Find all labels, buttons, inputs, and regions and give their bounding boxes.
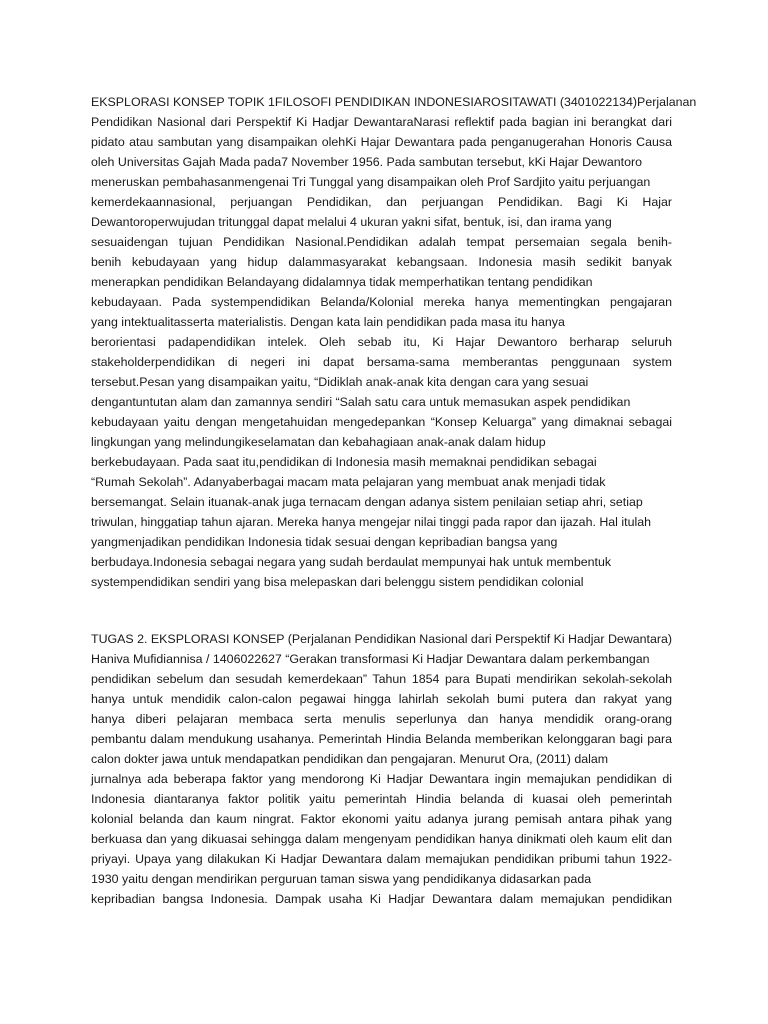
text-line: 1930 yaitu dengan mendirikan perguruan taman siswa yang pendidikanya didasarkan pada <box>91 872 592 886</box>
text-line: stakeholderpendidikan di negeri ini dapat bersama-sama memberantas penggunaan system <box>91 355 672 369</box>
text-line: pendidikan sebelum dan sesudah kemerdekaan” Tahun 1854 para Bupati mendirikan sekolah-sekolah <box>91 672 672 686</box>
text-line: kolonial belanda dan kaum ningrat. Faktor ekonomi yaitu adanya jurang pemisah antara pihak yang <box>91 812 672 826</box>
text-line: pidato atau sambutan yang disampaikan olehKi Hajar Dewantara pada penganugerahan Honoris Causa <box>91 135 672 149</box>
text-line: TUGAS 2. EKSPLORASI KONSEP (Perjalanan Pendidikan Nasional dari Perspektif Ki Hadjar Dewantara) <box>91 632 673 646</box>
text-line: “Rumah Sekolah”. Adanyaberbagai macam mata pelajaran yang membuat anak menjadi tidak <box>91 475 606 489</box>
text-line: kebudayaan yaitu dengan mengetahuidan mengedepankan “Konsep Keluarga” yang dimaknai sebagai <box>91 415 672 429</box>
text-line: meneruskan pembahasanmengenai Tri Tunggal yang disampaikan oleh Prof Sardjito yaitu perjuangan <box>91 175 651 189</box>
text-line: berkuasa dan yang dikuasai sehingga dalam mengenyam pendidikan hanya dinikmati oleh kaum elit dan <box>91 832 672 846</box>
text-line: priyayi. Upaya yang dilakukan Ki Hadjar Dewantara dalam memajukan pendidikan pribumi tahun 1922- <box>91 852 672 866</box>
text-line: jurnalnya ada beberapa faktor yang mendorong Ki Hadjar Dewantara ingin memajukan pendidikan di <box>91 772 672 786</box>
text-line: kemerdekaannasional, perjuangan Pendidikan, dan perjuangan Pendidikan. Bagi Ki Hajar <box>91 195 672 209</box>
text-line: dengantuntutan alam dan zamannya sendiri “Salah satu cara untuk memasukan aspek pendidikan <box>91 395 631 409</box>
text-line: Dewantoroperwujudan tritunggal dapat melalui 4 ukuran yakni sifat, bentuk, isi, dan irama yang <box>91 215 612 229</box>
text-line: Indonesia diantaranya faktor politik yaitu pemerintah Hindia belanda di kuasai oleh pemerintah <box>91 792 672 806</box>
text-line: yangmenjadikan pendidikan Indonesia tidak sesuai dengan kepribadian bangsa yang <box>91 535 558 549</box>
text-line: oleh Universitas Gajah Mada pada7 November 1956. Pada sambutan tersebut, kKi Hajar Dewantoro <box>91 155 643 169</box>
text-line: kepribadian bangsa Indonesia. Dampak usaha Ki Hadjar Dewantara dalam memajukan pendidikan <box>91 892 672 906</box>
text-line: Haniva Mufidiannisa / 1406022627 “Gerakan transformasi Ki Hadjar Dewantara dalam perkembangan <box>91 652 650 666</box>
text-line: EKSPLORASI KONSEP TOPIK 1FILOSOFI PENDIDIKAN INDONESIAROSITAWATI (3401022134)Perjalanan <box>91 95 697 109</box>
text-line: calon dokter jawa untuk mendapatkan pendidikan dan pengajaran. Menurut Ora, (2011) dalam <box>91 752 609 766</box>
text-line: lingkungan yang melindungikeselamatan dan kebahagiaan anak-anak dalam hidup <box>91 435 546 449</box>
text-line: sesuaidengan tujuan Pendidikan Nasional.Pendidikan adalah tempat persemaian segala benih- <box>91 235 672 249</box>
text-line: kebudayaan. Pada systempendidikan Belanda/Kolonial mereka hanya mementingkan pengajaran <box>91 295 672 309</box>
text-line: berkebudayaan. Pada saat itu,pendidikan di Indonesia masih memaknai pendidikan sebagai <box>91 455 597 469</box>
paragraph-tugas-2-eksplorasi-konsep <box>91 629 672 909</box>
text-line: tersebut.Pesan yang disampaikan yaitu, “Didiklah anak-anak kita dengan cara yang sesuai <box>91 375 589 389</box>
text-line: Pendidikan Nasional dari Perspektif Ki Hadjar DewantaraNarasi reflektif pada bagian ini berangkat dari <box>91 115 672 129</box>
text-line: triwulan, hinggatiap tahun ajaran. Mereka hanya mengejar nilai tinggi pada rapor dan ijazah. Hal itulah <box>91 515 651 529</box>
text-line: pembantu dalam mendukung usahanya. Pemerintah Hindia Belanda memberikan kelonggaran bagi para <box>91 732 672 746</box>
paragraph-eksplorasi-konsep-topik-1 <box>91 92 697 592</box>
text-line: berbudaya.Indonesia sebagai negara yang sudah berdaulat mempunyai hak untuk membentuk <box>91 555 612 569</box>
text-line: berorientasi padapendidikan intelek. Oleh sebab itu, Ki Hajar Dewantoro berharap seluruh <box>91 335 672 349</box>
text-line: benih kebudayaan yang hidup dalammasyarakat kebangsaan. Indonesia masih sedikit banyak <box>91 255 672 269</box>
text-line: bersemangat. Selain ituanak-anak juga ternacam dengan adanya sistem penilaian setiap ahri, setiap <box>91 495 643 509</box>
text-line: systempendidikan sendiri yang bisa melepaskan dari belenggu sistem pendidikan colonial <box>91 575 584 589</box>
text-line: menerapkan pendidikan Belandayang didalamnya tidak memperhatikan tentang pendidikan <box>91 275 593 289</box>
text-line: hanya diberi pelajaran membaca serta menulis seperlunya dan hanya mendidik orang-orang <box>91 712 672 726</box>
text-line: hanya untuk mendidik calon-calon pegawai hingga lahirlah sekolah bumi putera dan rakyat yang <box>91 692 672 706</box>
text-line: yang intektualitasserta materialistis. Dengan kata lain pendidikan pada masa itu hanya <box>91 315 565 329</box>
